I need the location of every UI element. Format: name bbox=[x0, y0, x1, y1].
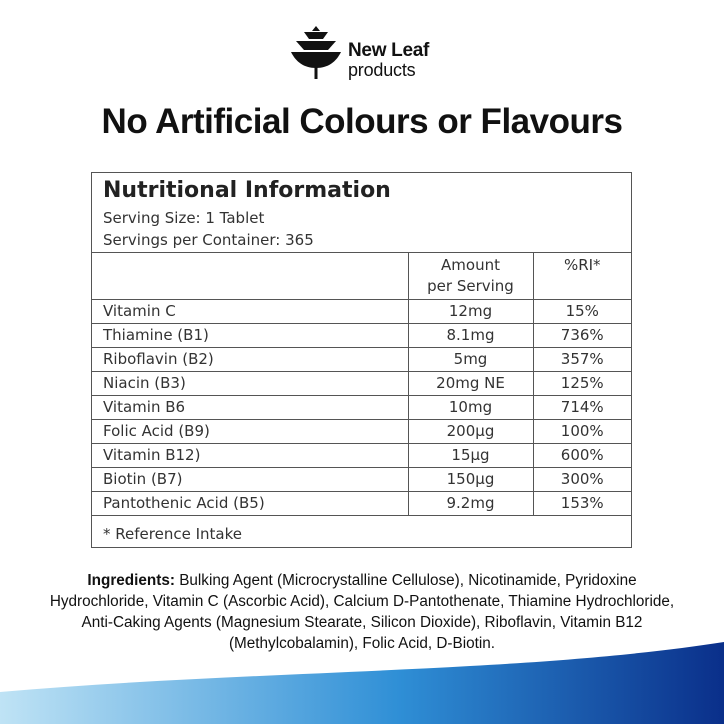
table-row bbox=[92, 467, 631, 491]
table-row bbox=[92, 443, 631, 467]
nutrient-ri: 736% bbox=[533, 323, 631, 347]
nutrient-amount: 8.1mg bbox=[408, 323, 533, 347]
table-row bbox=[92, 419, 631, 443]
nutrition-title: Nutritional Information bbox=[103, 178, 391, 203]
amount-header-line2: per Serving bbox=[427, 277, 514, 295]
nutrient-amount: 10mg bbox=[408, 395, 533, 419]
reference-intake-note: * Reference Intake bbox=[103, 525, 242, 543]
nutrient-name: Vitamin C bbox=[92, 299, 408, 323]
nutrition-header bbox=[92, 173, 631, 253]
ingredients-list: Bulking Agent (Microcrystalline Cellulose), Nicotinamide, Pyridoxine Hydrochloride, Vitamin C (Ascorbic Acid), Calcium D-Pantothenate, Thiamine Hydrochloride, Anti-Caking Agents (Magnesium Stearate, Silicon Dioxide), Riboflavin, Vitamin B12 (Methylcobalamin), Folic Acid, D-Biotin. bbox=[49, 572, 675, 652]
nutrient-name: Niacin (B3) bbox=[92, 371, 408, 395]
table-row bbox=[92, 347, 631, 371]
nutrient-amount: 12mg bbox=[408, 299, 533, 323]
nutrient-amount: 5mg bbox=[408, 347, 533, 371]
brand-name: New Leaf bbox=[348, 40, 430, 61]
tree-leaf-icon bbox=[290, 26, 342, 80]
nutrient-name: Vitamin B6 bbox=[92, 395, 408, 419]
nutrition-table bbox=[92, 253, 631, 516]
nutrient-ri: 357% bbox=[533, 347, 631, 371]
serving-size: Serving Size: 1 Tablet bbox=[103, 209, 265, 227]
page-headline: No Artificial Colours or Flavours bbox=[101, 102, 623, 141]
ingredients-label: Ingredients: bbox=[87, 572, 175, 589]
nutrient-name: Pantothenic Acid (B5) bbox=[92, 491, 408, 515]
nutrient-name: Folic Acid (B9) bbox=[92, 419, 408, 443]
table-row bbox=[92, 299, 631, 323]
nutrient-amount: 200µg bbox=[408, 419, 533, 443]
nutrient-ri: 714% bbox=[533, 395, 631, 419]
table-row bbox=[92, 371, 631, 395]
brand-subtitle: products bbox=[348, 60, 416, 80]
nutrient-name: Vitamin B12) bbox=[92, 443, 408, 467]
nutrient-name: Thiamine (B1) bbox=[92, 323, 408, 347]
nutrient-ri: 600% bbox=[533, 443, 631, 467]
brand-logo bbox=[290, 26, 450, 80]
nutrient-name: Riboflavin (B2) bbox=[92, 347, 408, 371]
amount-header-line1: Amount bbox=[441, 256, 500, 274]
servings-per-container: Servings per Container: 365 bbox=[103, 231, 314, 249]
table-header-row bbox=[92, 253, 631, 299]
nutrient-ri: 15% bbox=[533, 299, 631, 323]
nutrient-name: Biotin (B7) bbox=[92, 467, 408, 491]
nutrition-table-body bbox=[92, 299, 631, 515]
table-row bbox=[92, 323, 631, 347]
nutrient-ri: 125% bbox=[533, 371, 631, 395]
nutrient-ri: 100% bbox=[533, 419, 631, 443]
column-header-amount bbox=[408, 253, 533, 299]
column-header-ri: %RI* bbox=[533, 253, 631, 299]
nutrient-amount: 150µg bbox=[408, 467, 533, 491]
nutrient-ri: 153% bbox=[533, 491, 631, 515]
decorative-wave bbox=[0, 630, 724, 724]
nutrition-panel bbox=[91, 172, 632, 548]
nutrient-ri: 300% bbox=[533, 467, 631, 491]
table-row bbox=[92, 395, 631, 419]
nutrient-amount: 20mg NE bbox=[408, 371, 533, 395]
column-header-nutrient bbox=[92, 253, 408, 299]
table-row bbox=[92, 491, 631, 515]
nutrient-amount: 15µg bbox=[408, 443, 533, 467]
nutrient-amount: 9.2mg bbox=[408, 491, 533, 515]
